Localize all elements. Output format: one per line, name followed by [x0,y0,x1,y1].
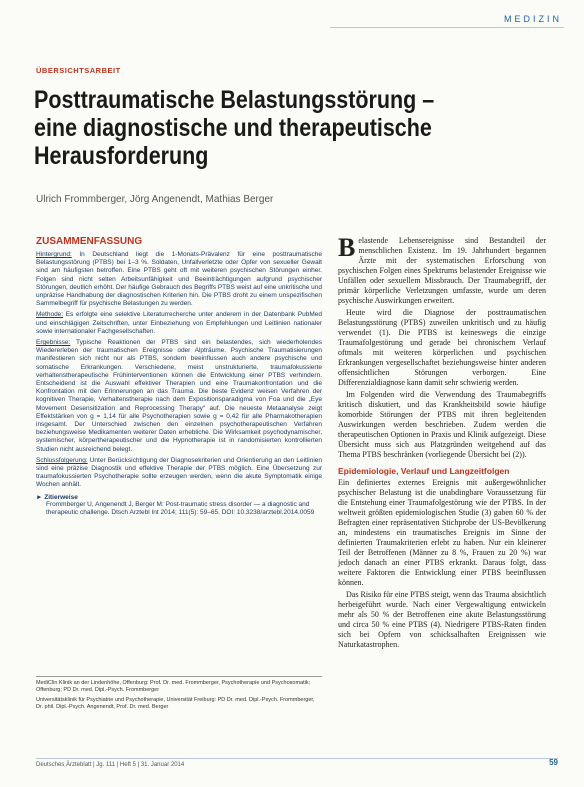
citation-text: Frommberger U, Angenendt J, Berger M: Post-traumatic stress disorder — a diagnostic and therapeutic challenge. Dtsch Arztebl Int 2014; 111(5): 59–65. DOI: 10.3238/arztebl.2014.0059 [46,500,315,516]
section-rule [330,27,564,28]
footnotes [36,680,322,714]
footnote-rule [36,676,322,677]
title-line: Herausforderung [34,142,209,170]
summary-label: Methode: [36,311,64,319]
summary-box [36,236,322,517]
summary-paragraph [36,457,322,490]
intro-text: elastende Lebensereignisse sind Bestandteil der menschlichen Existenz. Im 19. Jahrhundert begannen Ärzte mit der systematischen Erforschung von psychischen Folgen eines Spektrums belastender Ereignisse wie Unfällen oder sexuellem Missbrauch. Der Traumabegriff, der primär körperliche Verletzungen umfasste, wurde um deren psychische Auswirkungen erweitert. [338,236,546,305]
journal-reference: Deutsches Ärzteblatt | Jg. 111 | Heft 5 | 31. Januar 2014 [36,762,185,768]
summary-text: Unter Berücksichtigung der Diagnosekriterien und Orientierung an den Leitlinien sind eine präzise Diagnostik und effektive Therapie der PTBS möglich. Eine Übersetzung zur traumafokussierten Psychotherapie sollte erzeugen werden, wenn die akute Symptomatik einige Wochen anhält. [36,456,322,489]
summary-label: Ergebnisse: [36,339,71,347]
title-line: Posttraumatische Belastungsstörung – [34,86,435,114]
summary-text: In Deutschland liegt die 1-Monats-Prävalenz für eine posttraumatische Belastungsstörung (PTBS) bei 1–3 %. Soldaten, Unfallverletzte oder Opfer von sexueller Gewalt sind am häufigsten betroffen. Eine PTBS geht oft mit weiteren psychischen Störungen einher. Folgen sind nicht selten Arbeitsunfähigkeit und Beeinträchtigungen aufgrund psychischer Störungen, deutlich erhöht. Der häufige Gebrauch des Begriffs PTBS weist auf eine unkritische und unpräzise Handhabung der diagnostischen Kriterien hin. Die PTBS droht zu einem unspezifischen Sammelbegriff für psychische Belastungen zu werden. [36,251,322,308]
body-paragraph: Heute wird die Diagnose der posttraumatischen Belastungsstörung (PTBS) zuweilen unkritisch und zu häufig verwendet (1). Die PTBS ist keineswegs die einzige Traumafolgestörung und gerade bei chronischem Verlauf oftmals mit weiteren körperlichen und psychischen Erkrankungen vergesellschaftet beziehungsweise hinter anderen offensichtlichen Störungen verborgen. Eine Differenzialdiagnose kann damit sehr schwierig werden. [338,308,546,387]
title-line: eine diagnostische und therapeutische [34,114,432,142]
body-column [338,233,546,652]
summary-paragraph [36,339,322,454]
summary-text: Es erfolgte eine selektive Literaturrecherche unter anderem in der Datenbank PubMed und einschlägigen Zeitschriften, unter Einbeziehung von Empfehlungen und Leitlinien nationaler sowie internationaler Fachgesellschaften. [36,311,322,335]
summary-paragraph [36,251,322,308]
footer-rule [36,758,558,759]
authors: Ulrich Frommberger, Jörg Angenendt, Mathias Berger [36,194,274,205]
section-tag: MEDIZIN [504,14,562,24]
article-title [34,86,481,170]
article-type: ÜBERSICHTSARBEIT [36,66,121,75]
summary-label: Hintergrund: [36,251,72,258]
body-intro [338,233,546,306]
page-number: 59 [549,758,558,767]
footnote: Universitätsklinik für Psychiatrie und Psychotherapie, Universität Freiburg: PD Dr. med. Dipl.-Psych. Frommberger, Dr. phil. Dipl.-Psych. Angenendt, Prof. Dr. med. Berger [36,697,315,710]
footnote: MediClin Klinik an der Lindenhöhe, Offenburg: Prof. Dr. med. Frommberger, Psychotherapie und Psychosomatik; Offenburg; PD Dr. med. Dipl.-Psych. Frommberger [36,680,311,693]
body-paragraph: Ein definiertes externes Ereignis mit außergewöhnlicher psychischer Belastung ist die unabdingbare Voraussetzung für die Entstehung einer Traumafolgestörung wie der PTBS. In der weltweit größten epidemiologischen Studie (3) gaben 60 % der Befragten einer repräsentativen Stichprobe der US-Bevölkerung an, mindestens ein traumatisches Ereignis im Sinne der definierten Traumakriterien erlebt zu haben. Nur ein kleinerer Teil der Betroffenen (Männer zu 8 %, Frauen zu 20 %) war jedoch danach an einer PTBS erkrankt. Daraus folgt, dass weitere Faktoren die Entwicklung einer PTBS beeinflussen können. [338,478,546,587]
citation-heading: ► Zitierweise [36,493,78,501]
dropcap: B [338,233,356,262]
summary-paragraph [36,311,322,336]
summary-text: Typische Reaktionen der PTBS sind ein belastendes, sich wiederholendes Wiedererleben der traumatischen Ereignisse oder Alpträume. Psychische Traumatisierungen manifestieren sich nicht nur als PTBS, sondern beeinflussen auch andere psychische und somatische Erkrankungen. Verschiedene, meist unstrukturierte, traumafokussierte verhaltenstherapeutische Frühinterventionen können die Entwicklung einer PTBS verhindern. Entscheidend ist die Auswahl effektiver Therapien und eine Traumakonfrontation und die Konfrontation mit den Erinnerungen an das Trauma. Die beste Evidenz weisen Verfahren der kognitiven Therapie, Verhaltenstherapie nach dem Expositionsparadigma von Foa und die „Eye Movement Desensitization and Reprocessing Therapy“ auf. Die neueste Metaanalyse zeigt Effektstärken von g = 1,14 für alle Psychotherapien sowie g = 0,42 für alle Pharmakotherapien insgesamt. Der Unterschied zwischen den einzelnen psychotherapeutischen Verfahren beziehungsweise Medikamenten weiterer Daten erhebliche. Die Wirksamkeit psychodynamischer, systemischer, körpertherapeutischer und die Hypnotherapie ist in randomisierten kontrollierten Studien nicht ausreichend belegt. [36,339,322,453]
body-paragraph: Das Risiko für eine PTBS steigt, wenn das Trauma absichtlich herbeigeführt wurde. Nach einer Vergewaltigung entwickeln mehr als 50 % der Betroffenen eine akute Belastungsstörung und circa 50 % eine PTBS (4). Niedrigere PTBS-Raten finden sich bei Opfern von schicksalhaften Ereignissen wie Naturkatastrophen. [338,590,546,649]
summary-label: Schlussfolgerung: [36,456,88,464]
summary-heading: ZUSAMMENFASSUNG [36,236,143,247]
body-paragraph: Im Folgenden wird die Verwendung des Traumabegriffs kritisch diskutiert, und das Krankheitsbild sowie häufige komorbide Störungen der PTBS mit ihren begleitenden Auswirkungen werden beschrieben. Zudem werden die therapeutischen Optionen in Praxis und Klinik aufgezeigt. Diese Übersicht muss sich aus Platzgründen weitgehend auf das Thema PTBS beschränken (vorliegende Übersicht bei (2)). [338,390,546,459]
subheading: Epidemiologie, Verlauf und Langzeitfolgen [338,466,510,476]
